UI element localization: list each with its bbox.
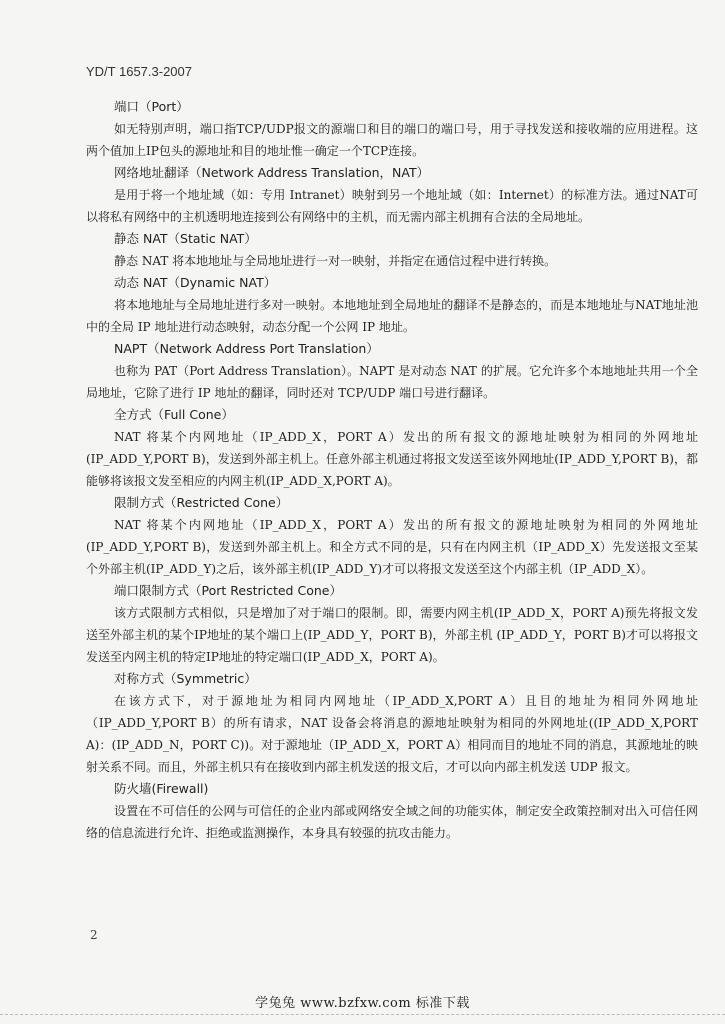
term-title: 端口限制方式（Port Restricted Cone） <box>114 583 342 598</box>
term-title: 动态 NAT（Dynamic NAT） <box>114 275 277 290</box>
term-title: 全方式（Full Cone） <box>114 407 234 422</box>
term-entry <box>86 778 698 844</box>
term-entry <box>86 404 698 492</box>
term-definition: 将本地地址与全局地址进行多对一映射。本地地址到全局地址的翻译不是静态的，而是本地地址与NAT地址池中的全局 IP 地址进行动态映射，动态分配一个公网 IP 地址。 <box>86 298 698 334</box>
term-definition: NAT 将某个内网地址（IP_ADD_X，PORT A）发出的所有报文的源地址映射为相同的外网地址(IP_ADD_Y,PORT B)，发送到外部主机上。任意外部主机通过将报文发送至该外网地址(IP_ADD_Y,PORT B)，都能够将该报文发至相应的内网主机(IP_ADD_X,PORT A)。 <box>86 430 698 488</box>
standard-code: YD/T 1657.3-2007 <box>86 64 192 79</box>
term-entry <box>86 580 698 668</box>
term-definition: 该方式限制方式相似，只是增加了对于端口的限制。即，需要内网主机(IP_ADD_X，PORT A)预先将报文发送至外部主机的某个IP地址的某个端口上(IP_ADD_Y，PORT B)，外部主机 (IP_ADD_Y，PORT B)才可以将报文发送至内网主机的特定IP地址的特定端口(IP_ADD_X，PORT A)。 <box>86 606 698 664</box>
term-title: 端口（Port） <box>114 99 189 114</box>
download-footer: 学兔兔 www.bzfxw.com 标准下载 <box>255 996 470 1011</box>
term-definition: 在该方式下，对于源地址为相同内网地址（IP_ADD_X,PORT A）且目的地址为相同外网地址（IP_ADD_Y,PORT B）的所有请求，NAT 设备会将消息的源地址映射为相同的外网地址((IP_ADD_X,PORT A)：(IP_ADD_N，PORT C))。对于源地址（IP_ADD_X，PORT A）相同而目的地址不同的消息，其源地址的映射关系不同。而且，外部主机只有在接收到内部主机发送的报文后，才可以向内部主机发送 UDP 报文。 <box>86 694 698 774</box>
page-number: 2 <box>90 928 98 942</box>
term-definition: 静态 NAT 将本地地址与全局地址进行一对一映射，并指定在通信过程中进行转换。 <box>114 254 557 268</box>
term-title: NAPT（Network Address Port Translation） <box>114 341 379 356</box>
term-title: 网络地址翻译（Network Address Translation，NAT） <box>114 165 430 180</box>
term-definition: 如无特别声明，端口指TCP/UDP报文的源端口和目的端口的端口号，用于寻找发送和接收端的应用进程。这两个值加上IP包头的源地址和目的地址惟一确定一个TCP连接。 <box>86 122 698 158</box>
term-entry <box>86 228 698 272</box>
term-entry <box>86 338 698 404</box>
term-title: 限制方式（Restricted Cone） <box>114 495 289 510</box>
term-definition: 设置在不可信任的公网与可信任的企业内部或网络安全域之间的功能实体，制定安全政策控制对出入可信任网络的信息流进行允许、拒绝或监测操作，本身具有较强的抗攻击能力。 <box>86 804 698 840</box>
term-entry <box>86 162 698 228</box>
term-title: 对称方式（Symmetric） <box>114 671 257 686</box>
term-definition: NAT 将某个内网地址（IP_ADD_X，PORT A）发出的所有报文的源地址映射为相同的外网地址(IP_ADD_Y,PORT B)，发送到外部主机上。和全方式不同的是，只有在内网主机（IP_ADD_X）先发送报文至某个外部主机(IP_ADD_Y)之后，该外部主机(IP_ADD_Y)才可以将报文发送至这个内部主机（IP_ADD_X）。 <box>86 518 698 576</box>
term-definitions <box>86 96 698 844</box>
term-entry <box>86 668 698 778</box>
term-entry <box>86 492 698 580</box>
term-entry <box>86 96 698 162</box>
term-definition: 是用于将一个地址域（如：专用 Intranet）映射到另一个地址域（如：Internet）的标准方法。通过NAT可以将私有网络中的主机透明地连接到公有网络中的主机，而无需内部主机拥有合法的全局地址。 <box>86 188 698 224</box>
term-entry <box>86 272 698 338</box>
term-title: 静态 NAT（Static NAT） <box>114 231 257 246</box>
term-definition: 也称为 PAT（Port Address Translation）。NAPT 是对动态 NAT 的扩展。它允许多个本地地址共用一个全局地址，它除了进行 IP 地址的翻译，同时还对 TCP/UDP 端口号进行翻译。 <box>86 364 698 400</box>
footer-divider <box>0 1014 725 1015</box>
term-title: 防火墙(Firewall) <box>114 781 209 796</box>
